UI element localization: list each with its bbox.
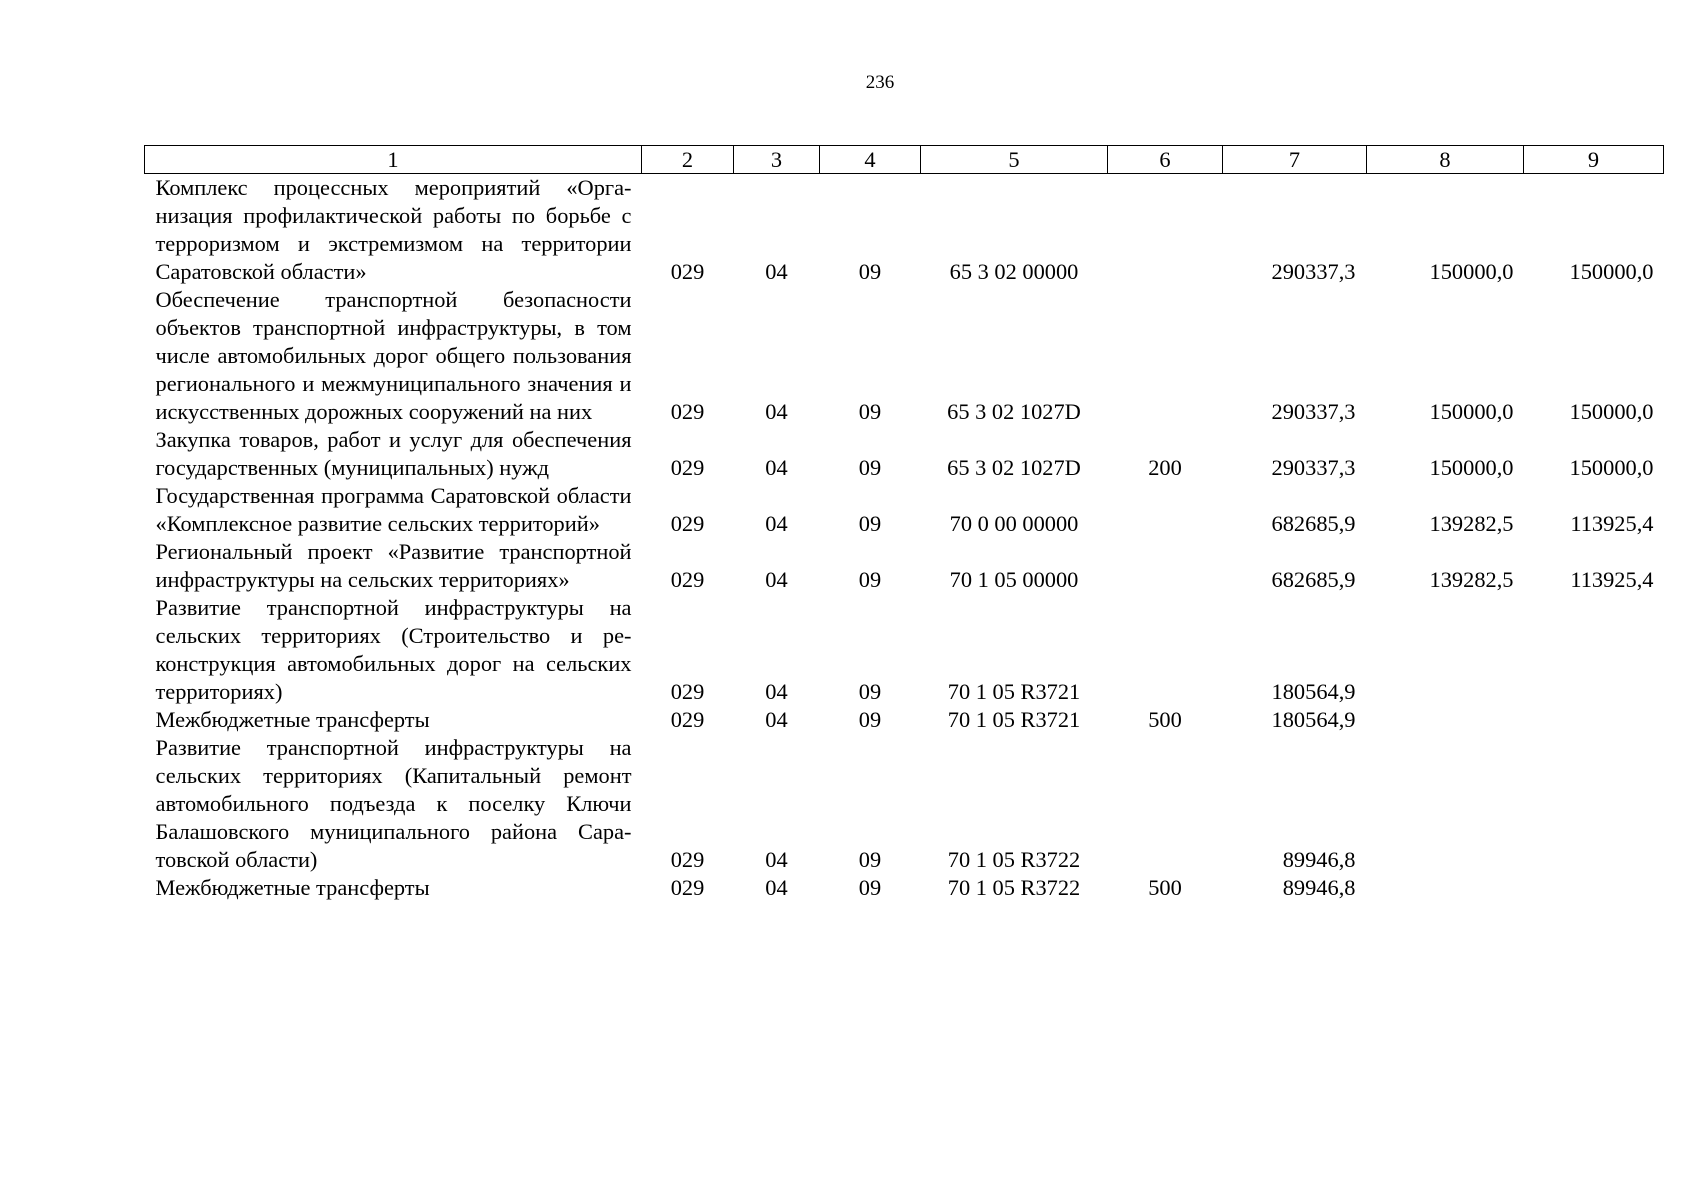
cell-col6 [1108,734,1223,874]
page-number: 236 [865,72,895,93]
column-header-8: 8 [1367,146,1524,174]
cell-col6: 500 [1148,707,1182,732]
table-header-row [145,146,1664,174]
table-row [145,594,1664,706]
cell-col7: 682685,9 [1271,511,1356,536]
cell-col4: 09 [858,455,882,480]
cell-col6 [1108,594,1223,706]
cell-col9: 150000,0 [1569,399,1654,424]
cell-col5: 65 3 02 1027D [947,455,1081,480]
cell-col9: 150000,0 [1569,259,1654,284]
cell-col8 [1367,706,1524,734]
cell-col8: 139282,5 [1429,567,1514,592]
cell-col7: 682685,9 [1271,567,1356,592]
table-row [145,538,1664,594]
cell-col3: 04 [765,259,788,284]
row-description: Межбюджетные трансферты [155,875,430,900]
cell-col2: 029 [670,259,705,284]
cell-col2: 029 [670,399,705,424]
column-header-1: 1 [145,146,642,174]
cell-col9: 113925,4 [1570,511,1654,536]
cell-col2: 029 [670,567,705,592]
cell-col5: 70 1 05 R3721 [947,679,1081,704]
cell-col4: 09 [858,511,882,536]
cell-col8: 139282,5 [1429,511,1514,536]
cell-col7: 89946,8 [1282,847,1356,872]
budget-table [144,145,1664,902]
table-row [145,874,1664,902]
cell-col8 [1367,734,1524,874]
cell-col7: 89946,8 [1282,875,1356,900]
cell-col6 [1108,538,1223,594]
cell-col4: 09 [858,567,882,592]
cell-col9 [1524,594,1664,706]
column-header-7: 7 [1223,146,1367,174]
cell-col4: 09 [858,399,882,424]
cell-col6 [1108,286,1223,426]
cell-col4: 09 [858,875,882,900]
row-description: Межбюджетные трансферты [155,707,430,732]
table-row [145,426,1664,482]
column-header-9: 9 [1524,146,1664,174]
cell-col9: 150000,0 [1569,455,1654,480]
cell-col8 [1367,874,1524,902]
row-description: Государственная программа Саратовской области «Комплексное развитие сельских территорий» [155,483,632,536]
cell-col2: 029 [670,847,705,872]
cell-col7: 180564,9 [1271,679,1356,704]
cell-col8: 150000,0 [1429,455,1514,480]
table-row [145,706,1664,734]
row-description: Развитие транспортной инфраструктуры на сельских территориях (Капитальный ремонт автомобильного подъезда к поселку Ключи Балашовского муниципального района Саратовской области) [155,735,632,872]
cell-col3: 04 [765,875,788,900]
row-description: Региональный проект «Развитие транспортной инфраструктуры на сельских территориях» [155,539,632,592]
cell-col5: 70 1 05 R3722 [947,875,1081,900]
cell-col7: 290337,3 [1271,259,1356,284]
cell-col5: 65 3 02 1027D [947,399,1081,424]
cell-col6 [1108,174,1223,287]
column-header-4: 4 [820,146,921,174]
table-row [145,482,1664,538]
cell-col7: 180564,9 [1271,707,1356,732]
table-row [145,174,1664,287]
cell-col5: 70 0 00 00000 [949,511,1079,536]
column-header-3: 3 [734,146,820,174]
cell-col3: 04 [765,679,788,704]
cell-col3: 04 [765,707,788,732]
cell-col9 [1524,706,1664,734]
cell-col7: 290337,3 [1271,399,1356,424]
cell-col3: 04 [765,455,788,480]
cell-col9 [1524,734,1664,874]
cell-col2: 029 [670,875,705,900]
cell-col3: 04 [765,399,788,424]
cell-col2: 029 [670,679,705,704]
cell-col4: 09 [858,259,882,284]
cell-col4: 09 [858,707,882,732]
cell-col5: 70 1 05 R3721 [947,707,1081,732]
cell-col5: 65 3 02 00000 [949,259,1079,284]
cell-col4: 09 [858,679,882,704]
cell-col8 [1367,594,1524,706]
cell-col3: 04 [765,511,788,536]
cell-col3: 04 [765,847,788,872]
cell-col6: 200 [1148,455,1182,480]
row-description: Развитие транспортной инфраструктуры на сельских территориях (Строительство и реконструкция автомобильных дорог на сельских территориях) [155,595,632,704]
cell-col2: 029 [670,707,705,732]
row-description: Обеспечение транспортной безопасности объектов транспортной инфраструктуры, в том числе автомобильных дорог общего пользования регионального и межмуниципального значения и искусственных дорожных сооружений на них [155,287,632,424]
cell-col2: 029 [670,511,705,536]
cell-col8: 150000,0 [1429,399,1514,424]
column-header-2: 2 [642,146,734,174]
column-header-6: 6 [1108,146,1223,174]
table-row [145,734,1664,874]
cell-col2: 029 [670,455,705,480]
cell-col8: 150000,0 [1429,259,1514,284]
table-row [145,286,1664,426]
cell-col5: 70 1 05 00000 [949,567,1079,592]
cell-col9: 113925,4 [1570,567,1654,592]
cell-col6: 500 [1148,875,1182,900]
cell-col3: 04 [765,567,788,592]
cell-col9 [1524,874,1664,902]
row-description: Закупка товаров, работ и услуг для обеспечения государственных (муниципальных) нужд [155,427,632,480]
cell-col4: 09 [858,847,882,872]
row-description: Комплекс процессных мероприятий «Организация профилактической работы по борьбе с терроризмом и экстремизмом на территории Саратовской области» [155,175,632,284]
cell-col5: 70 1 05 R3722 [947,847,1081,872]
cell-col6 [1108,482,1223,538]
column-header-5: 5 [921,146,1108,174]
cell-col7: 290337,3 [1271,455,1356,480]
